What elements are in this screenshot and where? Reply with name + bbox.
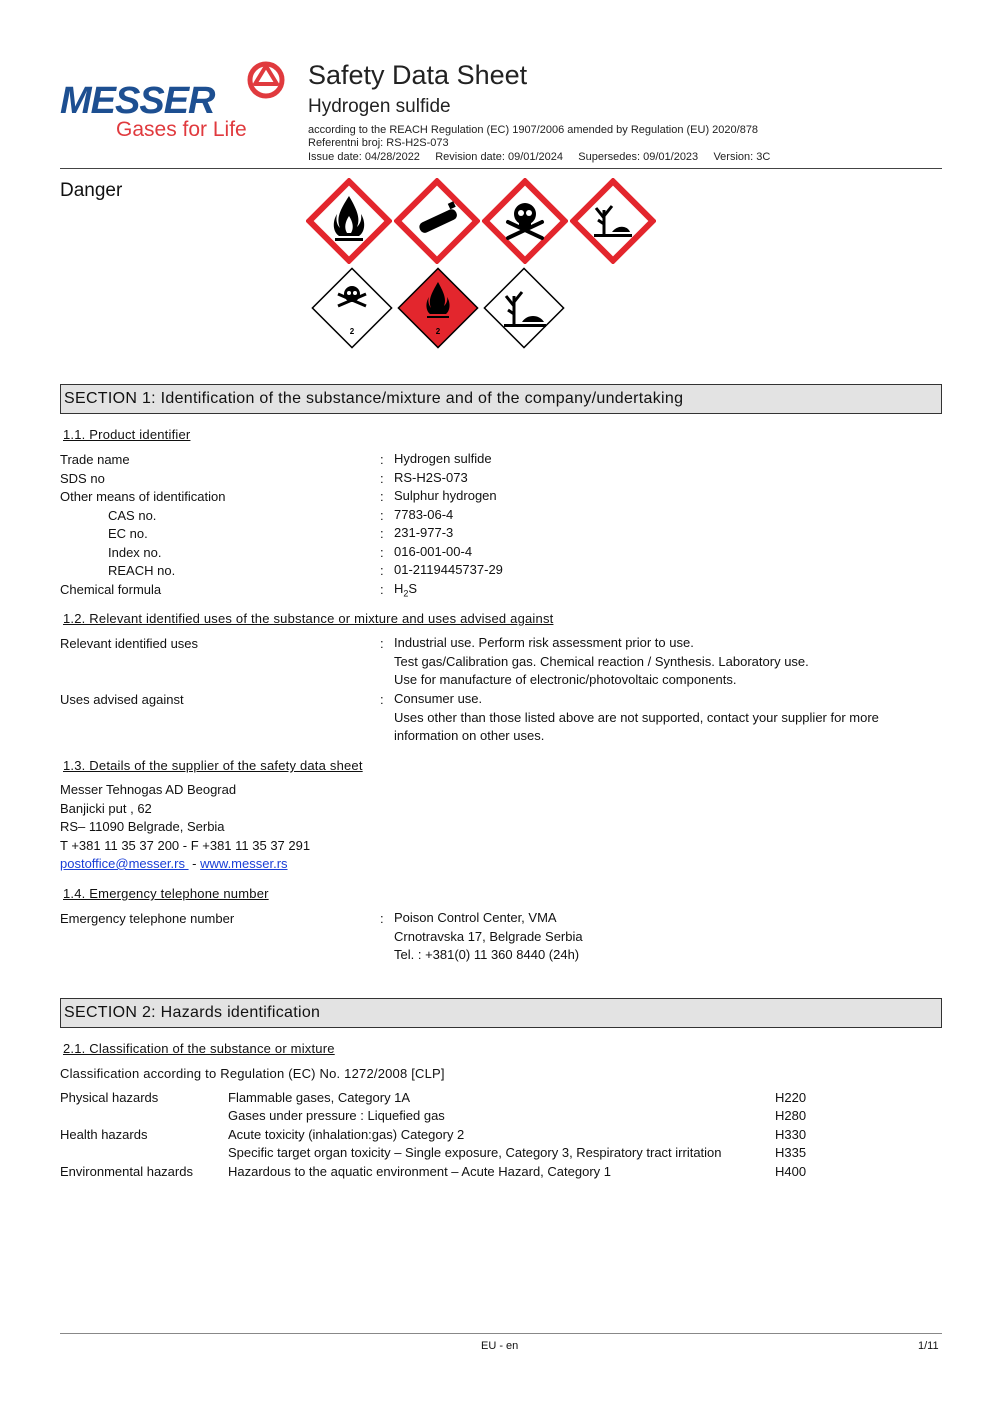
subsection-2-1-title: 2.1. Classification of the substance or mixture: [63, 1041, 335, 1056]
relevant-uses-label: Relevant identified uses: [60, 636, 199, 651]
index-no-label: Index no.: [108, 545, 162, 560]
marine-pollutant-icon: [482, 266, 566, 350]
classification-title: Classification according to Regulation (EC) No. 1272/2008 [CLP]: [60, 1066, 445, 1081]
gas-cylinder-icon: [394, 178, 480, 264]
chemical-formula-value: $H_2S$: [394, 581, 418, 599]
reach-no-label: REACH no.: [108, 563, 176, 578]
subsection-1-2-title: 1.2. Relevant identified uses of the substance or mixture and uses advised against: [63, 611, 554, 626]
section-1-header: SECTION 1: Identification of the substance/mixture and of the company/undertaking: [60, 384, 942, 414]
toxic-gas-diamond-icon: [310, 266, 394, 350]
transport-class-label: 2: [435, 327, 441, 336]
footer-divider: [60, 1333, 942, 1334]
page-number: 1/11: [918, 1340, 939, 1352]
skull-crossbones-icon: [482, 178, 568, 264]
flammable-gas-diamond-icon: [396, 266, 480, 350]
reach-no-value: 01-2119445737-29: [394, 562, 503, 577]
transport-class-label: 2: [349, 327, 355, 336]
header-divider: [60, 168, 942, 169]
sds-no-label: SDS no: [60, 471, 105, 486]
cas-no-value: 7783-06-4: [394, 507, 454, 522]
supplier-details: Messer Tehnogas AD Beograd Banjicki put , 62 RS– 11090 Belgrade, Serbia T +381 11 35 37 200 - F +381 11 35 37 291 postoffice@messer.rs - www.messer.rs: [60, 782, 311, 871]
subsection-1-4-title: 1.4. Emergency telephone number: [63, 886, 269, 901]
signal-word: Danger: [60, 180, 123, 201]
ec-no-label: EC no.: [108, 526, 148, 541]
supplier-website-link[interactable]: www.messer.rs: [200, 856, 288, 871]
other-means-label: Other means of identification: [60, 489, 226, 504]
relevant-uses-value: Industrial use. Perform risk assessment prior to use. Test gas/Calibration gas. Chemical reaction / Synthesis. Laboratory use. Use for manufacture of electronic/photovoltaic components.: [394, 635, 809, 687]
emergency-phone-label: Emergency telephone number: [60, 911, 235, 926]
logo-tagline: Gases for Life: [116, 118, 247, 141]
document-title: Safety Data Sheet: [308, 60, 528, 90]
sds-no-value: RS-H2S-073: [394, 470, 468, 485]
trade-name-value: Hydrogen sulfide: [394, 451, 492, 466]
footer-locale: EU - en: [481, 1340, 519, 1352]
index-no-value: 016-001-00-4: [394, 544, 473, 559]
uses-advised-against-value: Consumer use. Uses other than those listed above are not supported, contact your supplier for more information on other uses.: [394, 691, 879, 743]
issue-line: Issue date: 04/28/2022 Revision date: 09/01/2024 Supersedes: 09/01/2023 Version: 3C: [308, 151, 771, 163]
reference-line: Referentni broj: RS-H2S-073: [308, 137, 449, 149]
cas-no-label: CAS no.: [108, 508, 157, 523]
subsection-1-3-title: 1.3. Details of the supplier of the safety data sheet: [63, 758, 363, 773]
trade-name-label: Trade name: [60, 452, 130, 467]
product-name: Hydrogen sulfide: [308, 96, 451, 117]
uses-advised-against-label: Uses advised against: [60, 692, 184, 707]
environment-icon: [570, 178, 656, 264]
logo-wordmark: MESSER: [60, 80, 215, 122]
subsection-1-1-title: 1.1. Product identifier: [63, 427, 191, 442]
supplier-email-link[interactable]: postoffice@messer.rs: [60, 856, 189, 871]
ec-no-value: 231-977-3: [394, 525, 454, 540]
emergency-phone-value: Poison Control Center, VMA Crnotravska 17, Belgrade Serbia Tel. : +381(0) 11 360 8440 (24h): [394, 910, 583, 962]
messer-logo-icon: [246, 60, 286, 100]
regulation-line: according to the REACH Regulation (EC) 1907/2006 amended by Regulation (EU) 2020/878: [308, 124, 759, 136]
flame-icon: [306, 178, 392, 264]
other-means-value: Sulphur hydrogen: [394, 488, 497, 503]
chemical-formula-label: Chemical formula: [60, 582, 162, 597]
section-2-header: SECTION 2: Hazards identification: [60, 998, 942, 1028]
